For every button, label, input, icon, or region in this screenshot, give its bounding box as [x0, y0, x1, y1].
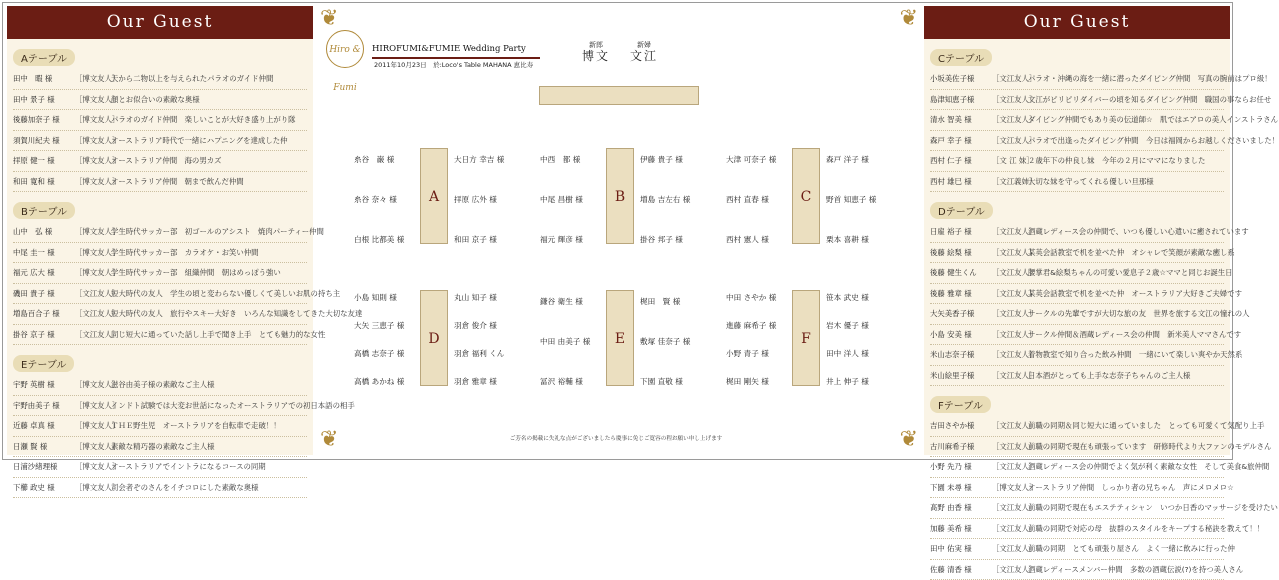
guest-group	[930, 386, 1224, 580]
guest-note: パラオ・沖縄の海を一緒に潜ったダイビング仲間 写真の腕前はプロ級！	[1028, 74, 1272, 83]
seat-name: 森戸 洋子 様	[826, 154, 869, 165]
guest-note: 学生時代サッカー部 カラオケ・お笑い仲間	[111, 248, 259, 257]
guest-row	[13, 304, 307, 325]
guest-relation: ［文江友人］	[992, 498, 1028, 518]
guest-row	[930, 498, 1224, 519]
table-marker: A	[420, 148, 448, 244]
guest-relation: ［文江友人］	[992, 416, 1028, 436]
seat-name: 増島 吉左右 様	[640, 194, 690, 205]
guest-row	[13, 263, 307, 284]
guest-relation: ［文江友人］	[992, 519, 1028, 539]
seat-name: 和田 京子 様	[454, 234, 497, 245]
seat-column-right	[454, 148, 534, 264]
guest-row	[13, 396, 307, 417]
guest-note: サークルの先輩ですが大切な旅の友 世界を旅する文江の憧れの人	[1028, 309, 1250, 318]
guest-note: 酒蔵レディース会の仲間で、いつも優しい心遣いに癒されています	[1028, 227, 1249, 236]
guest-relation: ［文江義姉］	[992, 172, 1028, 192]
guest-row	[13, 151, 307, 172]
seat-name: 井上 伸子 様	[826, 376, 869, 387]
guest-row	[930, 560, 1224, 580]
guest-note: ２歳年下の仲良し妹 今年の２月にママになりました	[1028, 156, 1205, 165]
seat-name: 丸山 知子 様	[454, 292, 497, 303]
bride-role: 新婦	[614, 40, 674, 50]
ornament-icon: ❦	[900, 429, 918, 451]
guest-row	[13, 375, 307, 396]
seat-name: 福元 輝彦 様	[540, 234, 583, 245]
seat-name: 大矢 三恵子 様	[354, 320, 404, 331]
seat-name: 栗本 喜耕 様	[826, 234, 869, 245]
seat-name: 糸谷 奈々 様	[354, 194, 397, 205]
group-label: Dテーブル	[930, 202, 993, 219]
seat-name: 西村 憲人 様	[726, 234, 769, 245]
guest-relation: ［博文友人］	[75, 131, 111, 151]
guest-relation: ［文 江 妹］	[992, 151, 1028, 171]
guest-note: オーストラリア仲間 海の男カズ	[111, 156, 222, 165]
guest-name: 下櫛 政史 様	[13, 478, 75, 498]
guest-note: オーストラリアでイントラになるコースの同期	[111, 462, 266, 471]
guest-note: 日本酒がとっても上手な志奈子ちゃんのご主人様	[1028, 371, 1190, 380]
guest-note: 大切な妹を守ってくれる優しい旦那様	[1028, 177, 1154, 186]
guest-name: 山中 弘 様	[13, 222, 75, 242]
guest-relation: ［文江友人］	[992, 222, 1028, 242]
seat-name: 鎌谷 衛生 様	[540, 296, 583, 307]
guest-name: 大矢美香子様	[930, 304, 992, 324]
guest-relation: ［博文友人］	[75, 243, 111, 263]
guest-note: 前職の同期＆同じ短大に通っていました とっても可愛くて気配り上手	[1028, 421, 1264, 430]
table-marker: E	[606, 290, 634, 386]
guest-row	[930, 90, 1224, 111]
seat-column-right	[640, 290, 720, 406]
crest-emblem: Hiro & Fumi	[326, 30, 364, 68]
guest-relation: ［博文友人］	[75, 437, 111, 457]
right-panel-title: Our Guest	[924, 6, 1230, 39]
guest-row	[13, 69, 307, 90]
guest-note: 前職の同期で現在もエステティシャン いつか日香のマッサージを受けたい	[1028, 503, 1278, 512]
seat-column-right	[454, 290, 534, 406]
guest-row	[13, 243, 307, 264]
guest-relation: ［文江友人］	[992, 69, 1028, 89]
guest-row	[13, 90, 307, 111]
guest-group	[930, 39, 1224, 192]
guest-relation: ［文江友人］	[992, 243, 1028, 263]
guest-name: 小島 安美 様	[930, 325, 992, 345]
guest-note: 天から二物以上を与えられたパラオのガイド仲間	[111, 74, 273, 83]
seat-name: 高橋 あかね 様	[354, 376, 404, 387]
guest-name: 須賀川紀夫 様	[13, 131, 75, 151]
guest-name: 日雇 裕子 様	[930, 222, 992, 242]
seat-name: 白根 比都美 様	[354, 234, 404, 245]
right-guest-groups	[924, 39, 1230, 580]
group-label: Bテーブル	[13, 202, 75, 219]
guest-note: パラオで出逢ったダイビング仲間 今日は福岡からお越しくださいました！	[1028, 136, 1279, 145]
seat-name: 伊藤 貴子 様	[640, 154, 683, 165]
guest-note: 顔とお似合いの素敵な奥様	[111, 95, 200, 104]
seat-name: 笹本 武史 様	[826, 292, 869, 303]
groom-name: 博文	[566, 50, 626, 63]
seat-name: 中尾 昌樹 様	[540, 194, 583, 205]
guest-row	[13, 478, 307, 499]
seat-name: 岩木 優子 様	[826, 320, 869, 331]
guest-row	[930, 131, 1224, 152]
guest-relation: ［博文友人］	[75, 110, 111, 130]
seat-name: 中田 さやか 様	[726, 292, 776, 303]
guest-name: 拝原 健一 様	[13, 151, 75, 171]
guest-note: 腰掌君&絵梨ちゃんの可愛い愛息子２歳☆ママと同じお誕生日	[1028, 268, 1233, 277]
seat-name: 梶田 剛矢 様	[726, 376, 769, 387]
guest-relation: ［文江友人］	[992, 345, 1028, 365]
guest-row	[13, 284, 307, 305]
table-marker: C	[792, 148, 820, 244]
guest-relation: ［文江友人］	[992, 560, 1028, 580]
guest-note: 酒蔵レディースメンバー仲間 多数の酒蔵伝説(?)を持つ美人さん	[1028, 565, 1243, 574]
guest-name: 磯田 貴子 様	[13, 284, 75, 304]
guest-note: オーストラリア仲間 朝まで飲んだ仲間	[111, 177, 244, 186]
guest-name: 増島百合子 様	[13, 304, 75, 324]
guest-relation: ［博文友人］	[75, 416, 111, 436]
party-title-block	[326, 20, 536, 80]
guest-row	[13, 457, 307, 478]
seat-name: 野首 知恵子 様	[826, 194, 876, 205]
guest-name: 森戸 幸子 様	[930, 131, 992, 151]
guest-row	[930, 478, 1224, 499]
guest-relation: ［博文友人］	[75, 375, 111, 395]
guest-name: 田中 佑実 様	[930, 539, 992, 559]
group-label: Fテーブル	[930, 396, 991, 413]
guest-name: 西村 仁子 様	[930, 151, 992, 171]
guest-name: 田中 暇 様	[13, 69, 75, 89]
guest-name: 古川麻希子様	[930, 437, 992, 457]
guest-relation: ［文江友人］	[992, 304, 1028, 324]
guest-relation: ［文江友人］	[992, 457, 1028, 477]
guest-row	[930, 345, 1224, 366]
seat-name: 羽倉 俊介 様	[454, 320, 497, 331]
guest-note: 某英会話教室で机を並べた仲 オシャレで笑顔が素敵な癒し系	[1028, 248, 1235, 257]
guest-row	[930, 284, 1224, 305]
guest-row	[13, 131, 307, 152]
guest-note: 某英会話教室で机を並べた仲 オーストラリア大好きご夫婦です	[1028, 289, 1242, 298]
guest-note: サークル仲間＆酒蔵レディース会の仲間 新米美人ママさんです	[1028, 330, 1241, 339]
guest-relation: ［文江友人］	[992, 366, 1028, 386]
seat-name: 羽倉 雅章 様	[454, 376, 497, 387]
guest-row	[930, 325, 1224, 346]
guest-relation: ［文江友人］	[992, 90, 1028, 110]
guest-row	[930, 151, 1224, 172]
guest-name: 後藤 健生くん	[930, 263, 992, 283]
guest-relation: ［博文友人］	[75, 172, 111, 192]
guest-relation: ［文江友人］	[992, 110, 1028, 130]
guest-note: 学生時代サッカー部 初ゴールのアシスト 焼肉パーティー仲間	[111, 227, 324, 236]
guest-name: 髙野 由香 様	[930, 498, 992, 518]
guest-name: 近藤 卓真 様	[13, 416, 75, 436]
seat-column-left	[354, 148, 416, 264]
seat-column-left	[540, 148, 602, 264]
guest-group	[13, 345, 307, 498]
right-guest-panel	[924, 6, 1230, 455]
seat-column-right	[826, 290, 906, 406]
guest-row	[930, 539, 1224, 560]
table-block	[540, 290, 715, 406]
seat-name: 拝原 広外 様	[454, 194, 497, 205]
table-block	[726, 290, 901, 406]
head-table	[539, 86, 699, 105]
ornament-icon: ❦	[900, 8, 918, 30]
seat-column-right	[640, 148, 720, 264]
guest-row	[13, 416, 307, 437]
guest-name: 小野 先乃 様	[930, 457, 992, 477]
guest-name: 米山絵里子様	[930, 366, 992, 386]
group-label: Aテーブル	[13, 49, 75, 66]
seat-name: 高橋 志奈子 様	[354, 348, 404, 359]
table-block	[354, 290, 529, 406]
guest-row	[13, 437, 307, 458]
seat-name: 小野 青子 様	[726, 348, 769, 359]
guest-note: ＴＨＥ野生児 オーストラリアを自転車で走破！！	[111, 421, 281, 430]
guest-row	[930, 263, 1224, 284]
guest-name: 吉田さやか様	[930, 416, 992, 436]
guest-relation: ［文江友人］	[992, 539, 1028, 559]
guest-relation: ［文江友人］	[992, 325, 1028, 345]
guest-name: 後藤加奈子 様	[13, 110, 75, 130]
guest-name: 福元 広大 様	[13, 263, 75, 283]
guest-note: 短大時代の友人 学生の頃と変わらない優しくて美しいお肌の持ち主	[111, 289, 340, 298]
guest-name: 中尾 圭一 様	[13, 243, 75, 263]
guest-note: 前職の同期 とても頑張り屋さん よく一緒に飲みに行った仲	[1028, 544, 1235, 553]
seat-name: 羽倉 福利 くん	[454, 348, 504, 359]
table-marker: F	[792, 290, 820, 386]
guest-name: 清水 智美 様	[930, 110, 992, 130]
guest-row	[13, 325, 307, 346]
guest-note: 司会者ぞのさんをイチコロにした素敵な奥様	[111, 483, 259, 492]
guest-row	[930, 416, 1224, 437]
seat-name: 梶田 賢 様	[640, 296, 680, 307]
guest-row	[930, 222, 1224, 243]
title-divider	[372, 57, 540, 59]
seat-name: 田中 洋人 様	[826, 348, 869, 359]
guest-row	[930, 172, 1224, 193]
guest-row	[930, 243, 1224, 264]
guest-note: 滋谷由美子様の素敵なご主人様	[111, 380, 214, 389]
left-panel-title: Our Guest	[7, 6, 313, 39]
guest-name: 佐藤 清香 様	[930, 560, 992, 580]
guest-row	[13, 172, 307, 193]
guest-note: インドト試験では大変お世話になったオーストラリアでの初日本語の相手	[111, 401, 355, 410]
seat-name: 西村 直春 様	[726, 194, 769, 205]
guest-group	[13, 39, 307, 192]
guest-relation: ［文江友人］	[992, 263, 1028, 283]
left-guest-panel	[7, 6, 313, 455]
guest-note: 素敵な精巧器の素敵なご主人様	[111, 442, 214, 451]
guest-row	[930, 457, 1224, 478]
guest-name: 島津知恵子様	[930, 90, 992, 110]
guest-note: 学生時代サッカー部 組織仲間 朝はめっぽう強い	[111, 268, 281, 277]
guest-name: 田中 景子 様	[13, 90, 75, 110]
guest-relation: ［博文友人］	[75, 151, 111, 171]
seat-name: 大日方 幸吉 様	[454, 154, 504, 165]
seat-column-right	[826, 148, 906, 264]
party-date-venue: 2011年10月23日 於:Loco's Table MAHANA 恵比寿	[374, 60, 533, 69]
guest-group	[13, 192, 307, 345]
guest-name: 加藤 美希 様	[930, 519, 992, 539]
guest-row	[930, 304, 1224, 325]
party-title: HIROFUMI&FUMIE Wedding Party	[372, 44, 526, 54]
guest-name: 下園 未尋 様	[930, 478, 992, 498]
table-marker: B	[606, 148, 634, 244]
guest-relation: ［文江友人］	[992, 284, 1028, 304]
guest-relation: ［文江友人］	[992, 437, 1028, 457]
guest-relation: ［文江友人］	[75, 284, 111, 304]
guest-name: 宇野由美子 様	[13, 396, 75, 416]
ornament-icon: ❦	[320, 429, 338, 451]
left-guest-groups	[7, 39, 313, 498]
guest-name: 米山志奈子様	[930, 345, 992, 365]
seat-column-left	[540, 290, 602, 406]
guest-row	[13, 110, 307, 131]
guest-name: 日浦沙緒理様	[13, 457, 75, 477]
guest-note: 前職の同期で現在も頑張っています 研修時代より大ファンのモデルさん	[1028, 442, 1271, 451]
guest-row	[930, 366, 1224, 387]
guest-row	[930, 69, 1224, 90]
guest-relation: ［博文友人］	[75, 457, 111, 477]
table-block	[354, 148, 529, 264]
guest-name: 西村 雄巳 様	[930, 172, 992, 192]
guest-relation: ［博文友人］	[75, 396, 111, 416]
guest-name: 和田 寛和 様	[13, 172, 75, 192]
guest-name: 宇野 英樹 様	[13, 375, 75, 395]
guest-relation: ［文江友人］	[75, 304, 111, 324]
guest-name: 後藤 雅章 様	[930, 284, 992, 304]
guest-row	[930, 519, 1224, 540]
guest-relation: ［博文友人］	[75, 222, 111, 242]
guest-name: 日瀬 賢 様	[13, 437, 75, 457]
seat-name: 糸谷 巌 様	[354, 154, 394, 165]
guest-note: パラオのガイド仲間 楽しいことが大好き盛り上がり隊	[111, 115, 296, 124]
groom-role: 新郎	[566, 40, 626, 50]
guest-name: 小坂美佐子様	[930, 69, 992, 89]
notice-text: ご芳名の掲載に失礼な点がございましたら慶事に免じご寛容の程お願い申し上げます	[416, 434, 816, 442]
guest-relation: ［文江友人］	[75, 325, 111, 345]
table-block	[726, 148, 901, 264]
guest-row	[13, 222, 307, 243]
group-label: Cテーブル	[930, 49, 992, 66]
seat-name: 下園 直敬 様	[640, 376, 683, 387]
guest-note: オーストラリア仲間 しっかり者の兄ちゃん 声にメロメロ☆	[1028, 483, 1234, 492]
seating-layout	[316, 6, 922, 455]
guest-note: 短大時代の友人 旅行やスキー大好き いろんな知識をしてきた大切な友達	[111, 309, 362, 318]
seat-name: 中田 由美子 様	[540, 336, 590, 347]
bride-block	[614, 40, 674, 63]
guest-row	[930, 110, 1224, 131]
seat-name: 小島 知則 様	[354, 292, 397, 303]
group-label: Eテーブル	[13, 355, 74, 372]
guest-note: 酒蔵レディース会の仲間でよく気が利く素敵な女性 そして美食&旅仲間	[1028, 462, 1269, 471]
guest-relation: ［博文友人］	[992, 478, 1028, 498]
guest-relation: ［博文友人］	[75, 69, 111, 89]
table-block	[540, 148, 715, 264]
guest-note: 同じ短大に通っていた話し上手で聞き上手 とても魅力的な女性	[111, 330, 325, 339]
ornament-icon: ❦	[320, 8, 338, 30]
guest-name: 掛谷 京子 様	[13, 325, 75, 345]
guest-group	[930, 192, 1224, 386]
guest-name: 後藤 絵梨 様	[930, 243, 992, 263]
guest-note: 着物教室で知り合った飲み仲間 一緒にいて楽しい爽やか天然系	[1028, 350, 1242, 359]
seat-column-left	[354, 290, 416, 406]
seat-column-left	[726, 148, 788, 264]
seat-name: 進藤 麻希子 様	[726, 320, 776, 331]
seat-column-left	[726, 290, 788, 406]
guest-row	[930, 437, 1224, 458]
guest-relation: ［博文友人］	[75, 90, 111, 110]
guest-relation: ［博文友人］	[75, 263, 111, 283]
guest-relation: ［博文友人］	[75, 478, 111, 498]
seat-name: 中西 都 様	[540, 154, 580, 165]
seat-name: 冨沢 裕輔 様	[540, 376, 583, 387]
table-marker: D	[420, 290, 448, 386]
seat-name: 大津 可奈子 様	[726, 154, 776, 165]
bride-name: 文江	[614, 50, 674, 63]
guest-note: 前職の同期で対応の母 抜群のスタイルをキープする秘訣を教えて！！	[1028, 524, 1264, 533]
guest-note: オーストラリア時代で一緒にハプニングを達成した仲	[111, 136, 288, 145]
guest-note: 文江がピリピリダイバーの頃を知るダイビング仲間 職国の事ならお任せ	[1028, 95, 1271, 104]
seat-name: 敷塚 佳奈子 様	[640, 336, 690, 347]
guest-relation: ［文江友人］	[992, 131, 1028, 151]
seat-name: 掛谷 邦子 様	[640, 234, 683, 245]
guest-note: ダイビング仲間でもあり美の伝道師☆ 肌ではエアロの美人インストラさん	[1028, 115, 1278, 124]
